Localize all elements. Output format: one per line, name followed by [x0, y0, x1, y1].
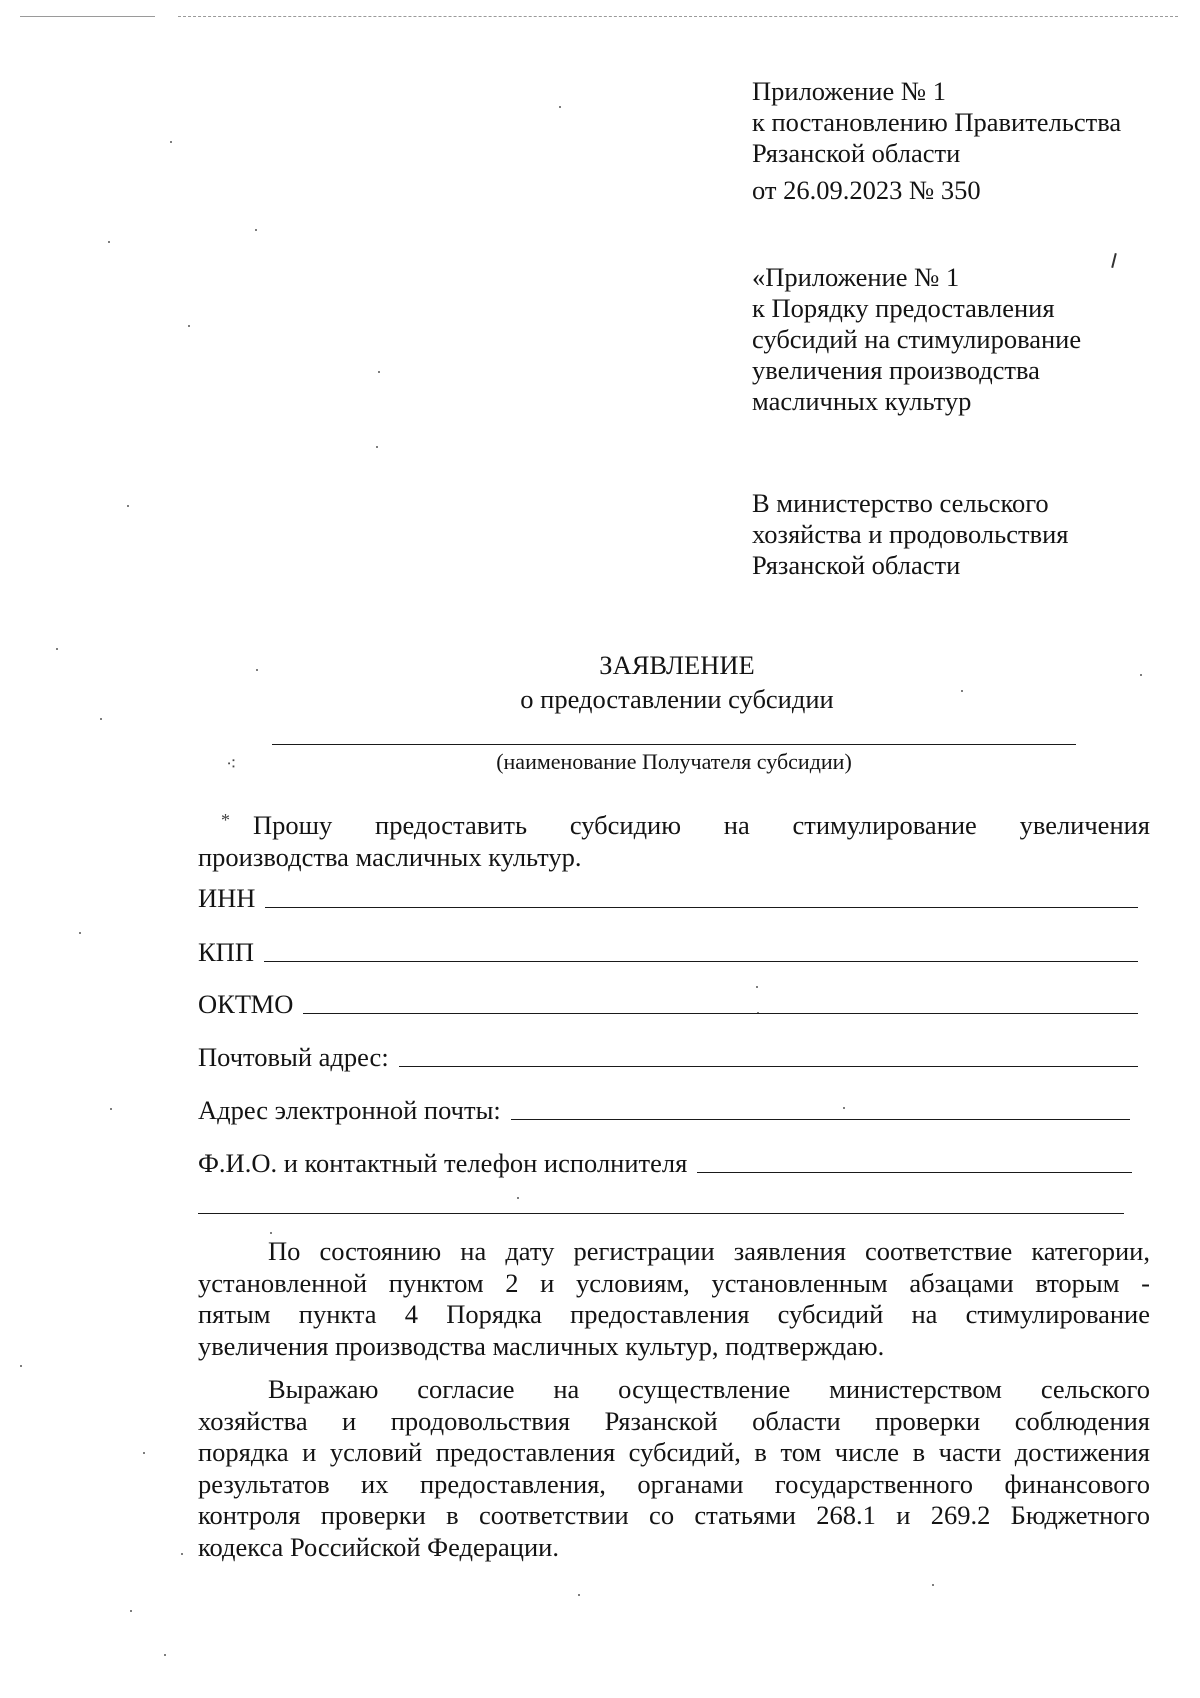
- scan-speck: [255, 229, 257, 231]
- consent-line: порядка и условий предоставления субсидий, в том числе в части достижения: [198, 1437, 1150, 1468]
- scan-speck: [188, 325, 190, 327]
- email-input-line[interactable]: [511, 1119, 1130, 1120]
- recipient-name-line[interactable]: [272, 744, 1076, 745]
- scan-mark: *: [221, 810, 230, 830]
- email-label: Адрес электронной почты:: [198, 1095, 501, 1125]
- appendix-line: к постановлению Правительства: [752, 107, 1122, 137]
- addressee-line: Рязанской области: [752, 550, 961, 580]
- oktmo-label: ОКТМО: [198, 989, 294, 1019]
- order-appendix-line: субсидий на стимулирование: [752, 324, 1082, 354]
- oktmo-input-line[interactable]: [303, 1013, 1138, 1014]
- scan-speck: [56, 648, 58, 650]
- document-title: ЗАЯВЛЕНИЕ: [599, 650, 755, 680]
- consent-line: Выражаю согласие на осуществление министерством сельского: [268, 1374, 1150, 1404]
- kpp-label: КПП: [198, 937, 254, 967]
- inn-field: [198, 880, 1138, 914]
- confirmation-line: По состоянию на дату регистрации заявления соответствие категории,: [268, 1236, 1150, 1266]
- scan-speck: [376, 446, 378, 448]
- confirmation-line: увеличения производства масличных культур, подтверждаю.: [198, 1330, 885, 1361]
- scan-mark: ⁖: [226, 754, 237, 774]
- order-appendix-block: [752, 262, 1081, 417]
- consent-line: кодекса Российской Федерации.: [198, 1531, 559, 1562]
- scan-speck: [378, 371, 380, 373]
- scan-speck: [559, 106, 561, 108]
- confirmation-line: установленной пунктом 2 и условиям, установленным абзацами вторым -: [198, 1267, 1150, 1298]
- order-appendix-line: «Приложение № 1: [752, 262, 960, 292]
- appendix-line: Рязанской области: [752, 138, 961, 168]
- scan-speck: [79, 932, 81, 934]
- contact-label: Ф.И.О. и контактный телефон исполнителя: [198, 1148, 688, 1178]
- recipient-caption: (наименование Получателя субсидии): [496, 749, 852, 774]
- contact-field: [198, 1145, 1132, 1179]
- scan-speck: [932, 1584, 934, 1586]
- postal-address-label: Почтовый адрес:: [198, 1042, 389, 1072]
- consent-line: контроля проверки в соответствии со статьями 268.1 и 269.2 Бюджетного: [198, 1500, 1150, 1531]
- email-field: [198, 1092, 1130, 1126]
- scan-speck: [270, 1232, 272, 1234]
- appendix-line: Приложение № 1: [752, 76, 947, 106]
- request-line: производства масличных культур.: [198, 841, 582, 872]
- inn-label: ИНН: [198, 883, 256, 913]
- resolution-date: от 26.09.2023 № 350: [752, 175, 981, 205]
- contact-input-line[interactable]: [697, 1172, 1132, 1173]
- consent-paragraph: [198, 1374, 1150, 1564]
- scan-speck: [143, 1452, 145, 1454]
- scan-speck: [517, 1197, 519, 1199]
- resolution-appendix-block: [752, 76, 1121, 206]
- order-appendix-line: увеличения производства: [752, 355, 1040, 385]
- scan-speck: [130, 1610, 132, 1612]
- postal-address-input-line[interactable]: [399, 1066, 1138, 1067]
- oktmo-field: [198, 986, 1138, 1020]
- scan-speck: [110, 1108, 112, 1110]
- kpp-input-line[interactable]: [264, 961, 1138, 962]
- addressee-line: хозяйства и продовольствия: [752, 519, 1069, 549]
- scan-speck: [164, 1654, 166, 1656]
- request-paragraph: [198, 810, 1150, 873]
- addressee-line: В министерство сельского: [752, 488, 1049, 518]
- contact-continuation-line[interactable]: [198, 1213, 1124, 1214]
- order-appendix-line: масличных культур: [752, 386, 972, 416]
- confirmation-paragraph: [198, 1236, 1150, 1362]
- confirmation-line: пятым пункта 4 Порядка предоставления субсидий на стимулирование: [198, 1299, 1150, 1330]
- pen-mark: [1111, 253, 1117, 268]
- scan-speck: [127, 505, 129, 507]
- kpp-field: [198, 934, 1138, 968]
- addressee-block: [752, 488, 1068, 581]
- scan-border-top: [178, 16, 1178, 17]
- scan-speck: [100, 718, 102, 720]
- scan-speck: [181, 1553, 183, 1555]
- postal-address-field: [198, 1039, 1138, 1073]
- order-appendix-line: к Порядку предоставления: [752, 293, 1055, 323]
- document-subtitle: о предоставлении субсидии: [520, 684, 834, 714]
- scan-speck: [170, 141, 172, 143]
- request-line: Прошу предоставить субсидию на стимулирование увеличения: [253, 810, 1150, 840]
- scan-speck: [20, 1365, 22, 1367]
- inn-input-line[interactable]: [265, 907, 1138, 908]
- consent-line: хозяйства и продовольствия Рязанской области проверки соблюдения: [198, 1405, 1150, 1436]
- scan-speck: [108, 241, 110, 243]
- scan-speck: [578, 1594, 580, 1596]
- consent-line: результатов их предоставления, органами государственного финансового: [198, 1468, 1150, 1499]
- scan-border-left: [20, 16, 155, 17]
